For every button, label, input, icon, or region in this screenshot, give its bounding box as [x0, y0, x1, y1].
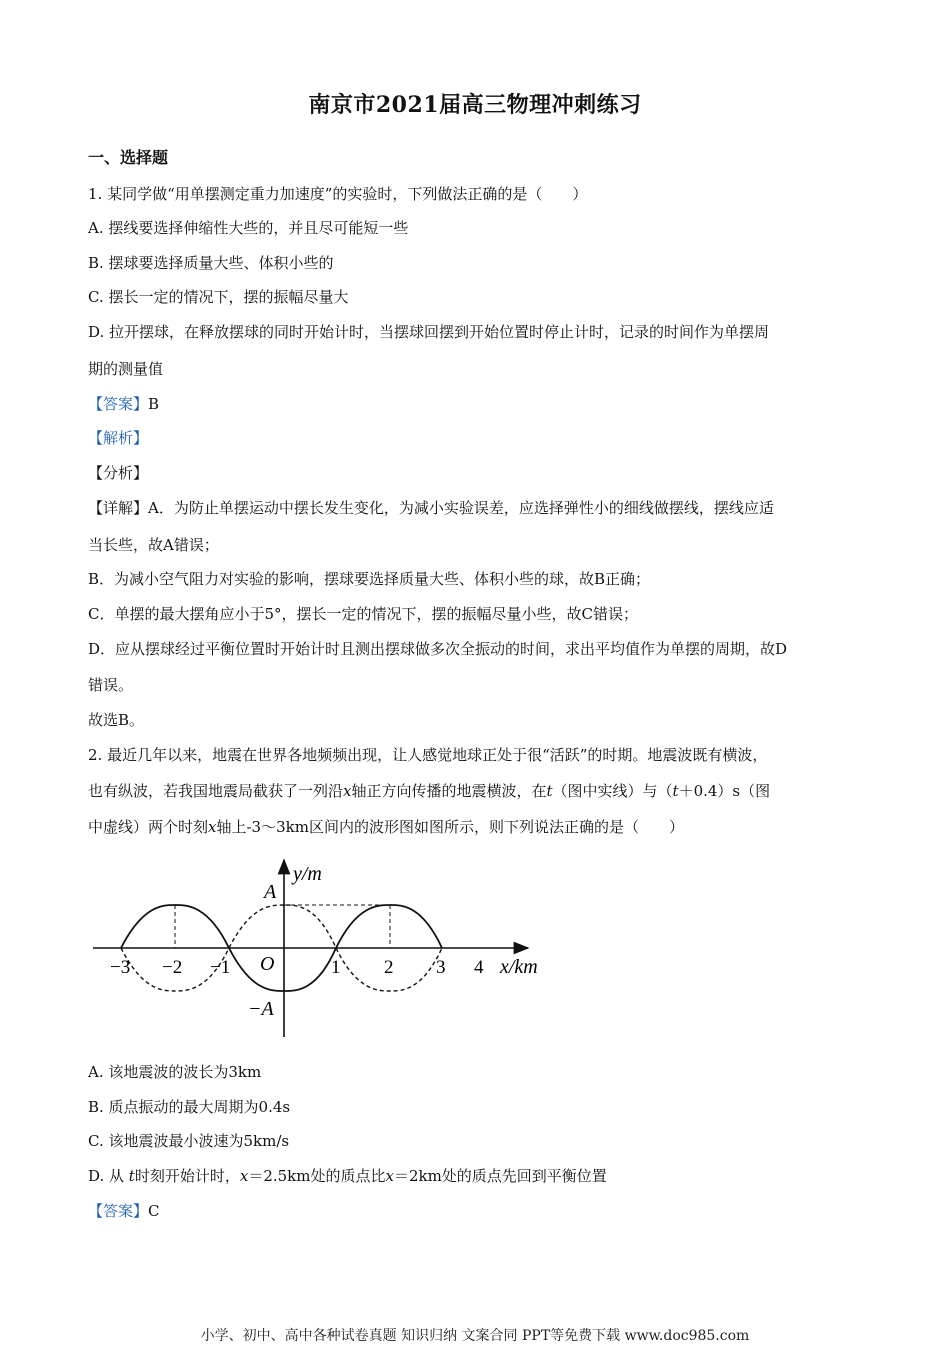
y-axis-label: y/m: [293, 863, 322, 885]
tick-label: −2: [162, 957, 183, 978]
tick-label: −3: [110, 957, 131, 978]
q1-option-b: B. 摆球要选择质量大些、体积小些的: [88, 254, 334, 272]
q1-detail-line: D．应从摆球经过平衡位置时开始计时且测出摆球做多次全振动的时间，求出平均值作为单摆的周期，故D: [88, 640, 788, 658]
answer-value: C: [148, 1202, 160, 1220]
q1-option-d: D. 拉开摆球，在释放摆球的同时开始计时，当摆球回摆到开始位置时停止计时，记录的时间作为单摆周: [88, 323, 770, 341]
q2-stem-line2: 也有纵波，若我国地震局截获了一列沿x轴正方向传播的地震横波，在t（图中实线）与（t＋0.4）s（图: [88, 782, 771, 800]
q2-stem-line1: 2. 最近几年以来，地震在世界各地频频出现，让人感觉地球正处于很“活跃”的时期。地震波既有横波，: [88, 746, 768, 764]
q1-option-d-cont: 期的测量值: [88, 360, 164, 378]
section-heading: 一、选择题: [88, 148, 169, 167]
q1-jiexi-tag: 【解析】: [88, 429, 149, 447]
footer-text: 小学、初中、高中各种试卷真题 知识归纳 文案合同 PPT等免费下载 www.doc985.com: [200, 1328, 750, 1344]
q1-option-a: A. 摆线要选择伸缩性大些的，并且尽可能短一些: [88, 219, 409, 237]
x-axis-label: x/km: [500, 956, 538, 978]
q1-stem: 1. 某同学做“用单摆测定重力加速度”的实验时，下列做法正确的是（ ）: [88, 185, 588, 203]
tick-label: 1: [331, 957, 341, 978]
q1-detail-line: B．为减小空气阻力对实验的影响，摆球要选择质量大些、体积小些的球，故B正确；: [88, 570, 651, 588]
answer-value: B: [148, 395, 160, 413]
tick-label: −1: [210, 957, 231, 978]
tick-label: 3: [436, 957, 446, 978]
q1-detail-line: 错误。: [88, 676, 134, 694]
tick-label: 2: [384, 957, 394, 978]
amplitude-negative-label: −A: [248, 998, 274, 1020]
q1-answer: [88, 393, 868, 414]
answer-tag: 【答案】: [88, 395, 149, 413]
q2-answer: [88, 1200, 868, 1221]
q2-option-c: C. 该地震波最小波速为5km/s: [88, 1132, 290, 1150]
q1-detail-line: 当长些，故A错误；: [88, 536, 219, 554]
xiangjie-tag: 【详解】: [88, 499, 149, 517]
q1-detail-line: C．单摆的最大摆角应小于5°，摆长一定的情况下，摆的振幅尽量小些，故C错误；: [88, 605, 639, 623]
page-title: 南京市2021届高三物理冲刺练习: [308, 92, 642, 118]
answer-tag: 【答案】: [88, 1202, 149, 1220]
origin-label: O: [260, 953, 275, 975]
q1-option-c: C. 摆长一定的情况下，摆的振幅尽量大: [88, 288, 349, 306]
detail-text: A．为防止单摆运动中摆长发生变化，为减小实验误差，应选择弹性小的细线做摆线，摆线应适: [148, 499, 774, 517]
q1-detail-line: 故选B。: [88, 711, 145, 729]
q1-detail-line: [88, 497, 868, 518]
wave-figure: [88, 855, 558, 1045]
tick-label: 4: [474, 957, 484, 978]
q2-stem-line3: 中虚线）两个时刻x轴上-3～3km区间内的波形图如图所示，则下列说法正确的是（ ）: [88, 818, 684, 836]
q2-option-d: D. 从 t时刻开始计时，x＝2.5km处的质点比x＝2km处的质点先回到平衡位置: [88, 1167, 607, 1185]
q1-fenxi-tag: 【分析】: [88, 464, 149, 482]
q2-option-b: B. 质点振动的最大周期为0.4s: [88, 1098, 291, 1116]
q2-option-a: A. 该地震波的波长为3km: [88, 1063, 262, 1081]
amplitude-positive-label: A: [264, 881, 277, 903]
